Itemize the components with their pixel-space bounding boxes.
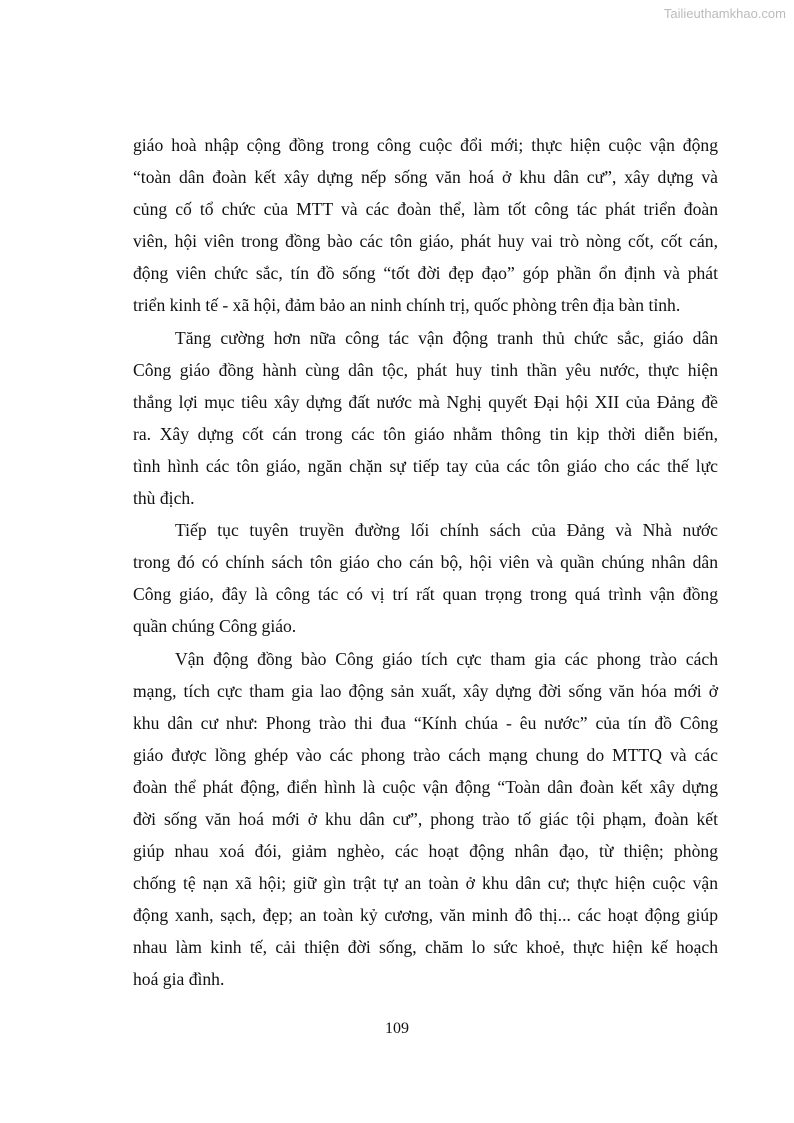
text-line: đoàn thể phát động, điển hình là cuộc vận động “Toàn dân đoàn kết xây dựng	[133, 776, 718, 797]
text-line: động viên chức sắc, tín đồ sống “tốt đời đẹp đạo” góp phần ổn định và phát	[133, 263, 718, 284]
text-line: “toàn dân đoàn kết xây dựng nếp sống văn hoá ở khu dân cư”, xây dựng và	[133, 167, 718, 188]
text-line: tình hình các tôn giáo, ngăn chặn sự tiếp tay của các tôn giáo cho các thế lực	[133, 455, 718, 476]
text-line: giáo hoà nhập cộng đồng trong công cuộc đổi mới; thực hiện cuộc vận động	[133, 135, 718, 155]
text-line: chống tệ nạn xã hội; giữ gìn trật tự an toàn ở khu dân cư; thực hiện cuộc vận	[133, 873, 718, 894]
text-line: Công giáo đồng hành cùng dân tộc, phát huy tinh thần yêu nước, thực hiện	[133, 359, 718, 380]
text-line: hoá gia đình.	[133, 969, 225, 990]
document-body	[133, 129, 718, 996]
paragraph	[133, 643, 718, 996]
text-line: trong đó có chính sách tôn giáo cho cán bộ, hội viên và quần chúng nhân dân	[133, 552, 718, 573]
paragraph	[133, 514, 718, 642]
text-line: đời sống văn hoá mới ở khu dân cư”, phong trào tố giác tội phạm, đoàn kết	[133, 808, 718, 829]
page-number: 109	[385, 1020, 409, 1037]
watermark: Tailieuthamkhao.com	[663, 6, 786, 21]
text-line: quần chúng Công giáo.	[133, 616, 297, 637]
text-line: Tiếp tục tuyên truyền đường lối chính sách của Đảng và Nhà nước	[175, 520, 718, 541]
text-line: nhau làm kinh tế, cải thiện đời sống, chăm lo sức khoẻ, thực hiện kế hoạch	[133, 937, 718, 958]
text-line: củng cố tổ chức của MTT và các đoàn thể, làm tốt công tác phát triển đoàn	[133, 199, 718, 220]
text-line: thắng lợi mục tiêu xây dựng đất nước mà Nghị quyết Đại hội XII của Đảng đề	[133, 391, 718, 412]
text-line: thù địch.	[133, 488, 195, 509]
text-line: mạng, tích cực tham gia lao động sản xuất, xây dựng đời sống văn hóa mới ở	[133, 680, 718, 701]
text-line: giáo được lồng ghép vào các phong trào cách mạng chung do MTTQ và các	[133, 744, 718, 765]
text-line: ra. Xây dựng cốt cán trong các tôn giáo nhằm thông tin kịp thời diễn biến,	[133, 423, 718, 444]
text-line: động xanh, sạch, đẹp; an toàn kỷ cương, văn minh đô thị... các hoạt động giúp	[133, 905, 718, 926]
text-line: triển kinh tế - xã hội, đảm bảo an ninh chính trị, quốc phòng trên địa bàn tỉnh.	[133, 295, 681, 316]
text-line: Công giáo, đây là công tác có vị trí rất quan trọng trong quá trình vận đồng	[133, 584, 718, 605]
text-line: Vận động đồng bào Công giáo tích cực tham gia các phong trào cách	[175, 648, 718, 669]
text-line: viên, hội viên trong đồng bào các tôn giáo, phát huy vai trò nòng cốt, cốt cán,	[133, 231, 718, 252]
text-line: giúp nhau xoá đói, giảm nghèo, các hoạt động nhân đạo, từ thiện; phòng	[133, 841, 718, 862]
text-line: khu dân cư như: Phong trào thi đua “Kính chúa - êu nước” của tín đồ Công	[133, 712, 718, 733]
paragraph	[133, 322, 718, 515]
text-line: Tăng cường hơn nữa công tác vận động tranh thủ chức sắc, giáo dân	[175, 327, 718, 348]
paragraph	[133, 129, 718, 322]
